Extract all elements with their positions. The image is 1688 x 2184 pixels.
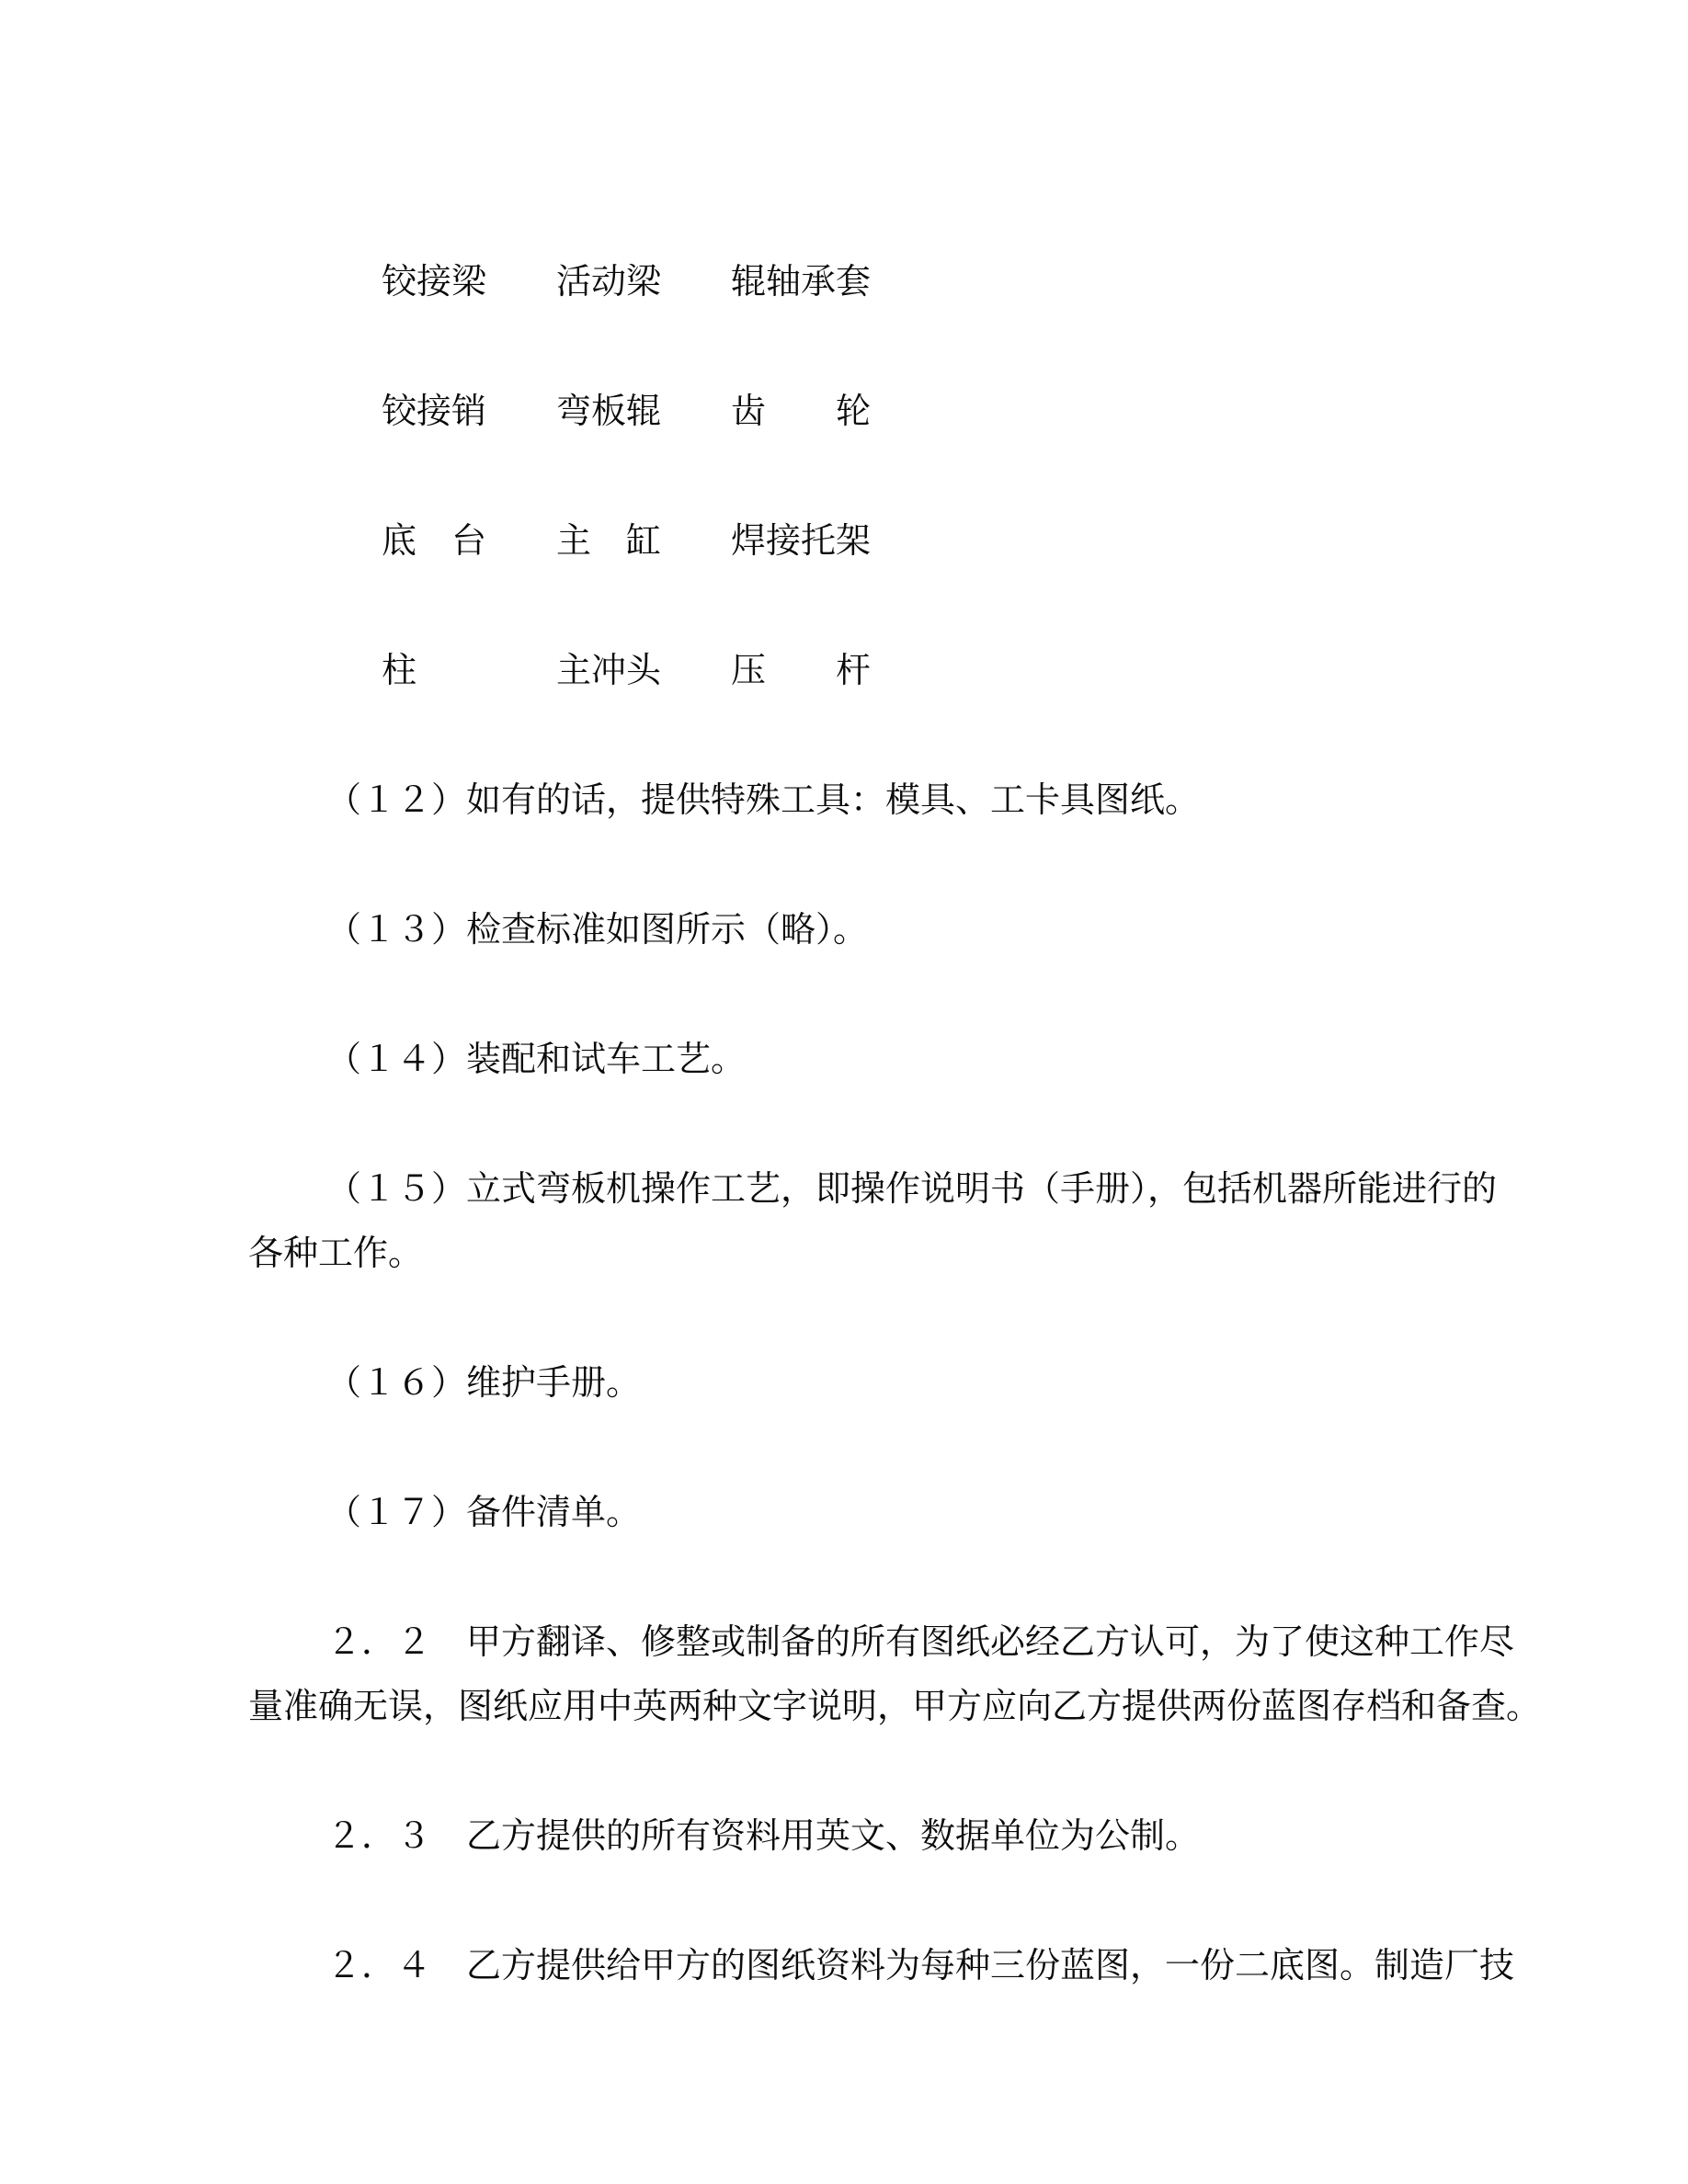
- clause-line: ２．４ 乙方提供给甲方的图纸资料为每种三份蓝图，一份二底图。制造厂技: [326, 1947, 1515, 1985]
- clause-16: [248, 1351, 1449, 1416]
- clause-line: ２．２ 甲方翻译、修整或制备的所有图纸必经乙方认可，为了使这种工作尽: [326, 1623, 1515, 1662]
- clause-line: （１４）装配和试车工艺。: [326, 1041, 747, 1079]
- clause-13: [248, 898, 1449, 962]
- parts-row-1: [248, 250, 1449, 314]
- clause-15: [248, 1157, 1498, 1286]
- clause-line: ２．３ 乙方提供的所有资料用英文、数据单位为公制。: [326, 1817, 1201, 1856]
- parts-row-text: 底 台 主 缸 焊接托架: [382, 522, 872, 561]
- clause-2-2: [248, 1610, 1542, 1739]
- clause-line: （１５）立式弯板机操作工艺，即操作说明书（手册），包括机器所能进行的: [326, 1170, 1498, 1209]
- parts-row-text: 铰接销 弯板辊 齿 轮: [382, 392, 872, 431]
- parts-row-text: 铰接梁 活动梁 辊轴承套: [382, 263, 872, 301]
- parts-row-text: 柱 主冲头 压 杆: [382, 652, 872, 690]
- clause-line: 量准确无误，图纸应用中英两种文字说明，甲方应向乙方提供两份蓝图存档和备查。: [248, 1688, 1542, 1726]
- clause-line: （１７）备件清单。: [326, 1494, 642, 1532]
- parts-row-4: [248, 639, 1449, 703]
- clause-line: （１３）检查标准如图所示（略）。: [326, 911, 869, 950]
- clause-line: （１２）如有的话，提供特殊工具：模具、工卡具图纸。: [326, 781, 1201, 820]
- parts-row-3: [248, 509, 1449, 574]
- parts-row-2: [248, 380, 1449, 444]
- clause-2-3: [248, 1804, 1449, 1869]
- clause-line: （１６）维护手册。: [326, 1364, 642, 1403]
- clause-2-4: [248, 1934, 1515, 1998]
- clause-12: [248, 768, 1449, 833]
- clause-17: [248, 1481, 1449, 1545]
- clause-14: [248, 1028, 1449, 1092]
- clause-line: 各种工作。: [248, 1234, 424, 1273]
